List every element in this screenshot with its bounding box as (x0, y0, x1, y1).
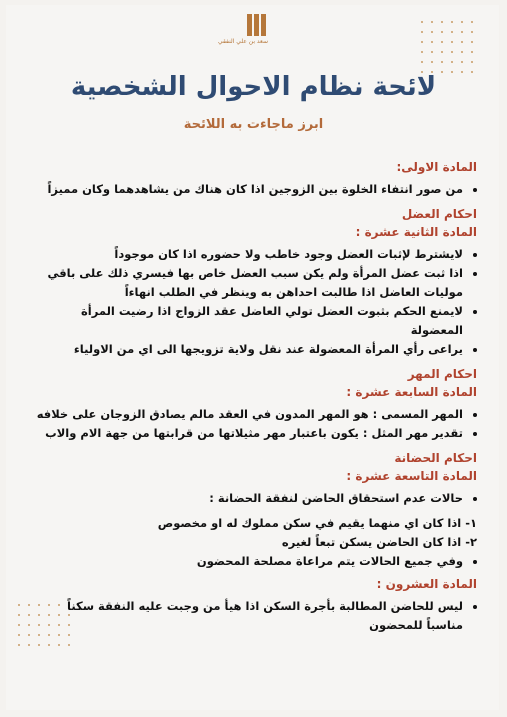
numbered-item: ١- اذا كان اي منهما يقيم في سكن مملوك له او مخصوص (157, 516, 477, 530)
section-heading: احكام المهر (407, 367, 477, 381)
list-item: • لايمنع الحكم بثبوت العضل تولي العاضل عقد الزواج اذا رضيت المرأة المعضولة (27, 302, 463, 340)
logo-text: سعد بن علي النفقي (218, 38, 268, 45)
article-heading: المادة السابعة عشرة : (346, 385, 477, 399)
bullet-list (27, 245, 477, 359)
bullet-list (27, 597, 477, 635)
decorative-dots-top-right (421, 21, 477, 77)
list-item: • لايشترط لإثبات العضل وجود خاطب ولا حضوره اذا كان موجوداً (27, 245, 463, 264)
list-item: • حالات عدم استحقاق الحاضن لنفقة الحضانة : (27, 489, 463, 508)
list-item: • المهر المسمى : هو المهر المدون في العقد مالم يصادق الزوجان على خلافه (27, 405, 463, 424)
article-heading: المادة العشرون : (376, 577, 477, 591)
page-subtitle: ابرز ماجاءت به اللائحة (183, 117, 324, 132)
article-heading: المادة الثانية عشرة : (355, 225, 477, 239)
list-item: • اذا ثبت عضل المرأة ولم يكن سبب العضل خاص بها فيسري ذلك على باقي موليات العاضل اذا طالبت احداهن به وينظر في الطلب انهاءاً (27, 264, 463, 302)
list-item: • ليس للحاضن المطالبة بأجرة السكن اذا هيأ من وجبت عليه النفقة سكناً مناسباً للمحضون (27, 597, 463, 635)
document-content (27, 160, 477, 641)
bullet-list (27, 489, 477, 508)
article-heading: المادة التاسعة عشرة : (346, 469, 477, 483)
bullet-list (27, 405, 477, 443)
bullet-list (27, 180, 477, 199)
list-item: • وفي جميع الحالات يتم مراعاة مصلحة المحضون (27, 552, 463, 571)
list-item: • من صور انتفاء الخلوة بين الزوجين اذا كان هناك من يشاهدهما وكان مميزاً (27, 180, 463, 199)
logo (218, 14, 276, 45)
logo-icon (236, 14, 276, 36)
list-item: • يراعى رأي المرأة المعضولة عند نقل ولاية تزويجها الى اي من الاولياء (27, 340, 463, 359)
page-title: لائحة نظام الاحوال الشخصية (70, 72, 437, 102)
list-item: • تقدير مهر المثل : يكون باعتبار مهر مثيلاتها من قرابتها من جهة الام والاب (27, 424, 463, 443)
section-heading: احكام الحضانة (394, 451, 477, 465)
bullet-list (27, 552, 477, 571)
section-heading: احكام العضل (401, 207, 477, 221)
article-heading: المادة الاولى: (396, 160, 477, 174)
numbered-item: ٢- اذا كان الحاضن يسكن تبعاً لغيره (281, 535, 477, 549)
